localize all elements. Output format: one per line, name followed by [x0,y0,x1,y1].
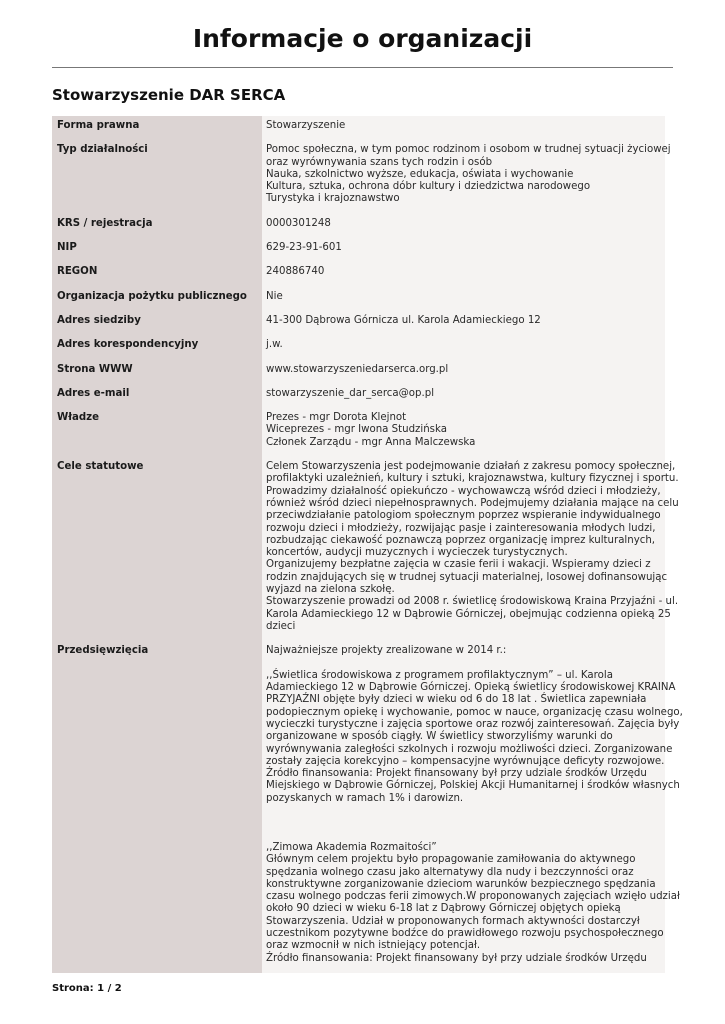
field-value-line: Głównym celem projektu było propagowanie zamiłowania do aktywnego [266,854,636,866]
field-value [262,408,665,457]
field-value-line: oraz wyrównywania szans tych rodzin i osób [266,156,493,168]
info-row [52,360,665,384]
paragraph-gap [266,658,661,670]
field-label: REGON [52,262,262,286]
field-value [262,214,665,238]
field-value-line: czasu wolnego podczas ferii zimowych.W proponowanych zajęciach wzięło udział [266,891,680,903]
field-value [262,457,679,641]
field-value [262,311,665,335]
field-value-line: wycieczki turystyczne i zajęcia sportowe oraz rozwój zainteresowań. Zajęcia były [266,718,680,730]
field-value-line: również wśród dzieci niepełnosprawnych. Podejmujemy działania mające na celu [266,497,679,509]
field-value [262,238,665,262]
field-value-line: uczestnikom pozytywne bodźce do prawidłowego rozwoju psychospołecznego [266,928,664,940]
field-label: Forma prawna [52,116,262,140]
field-value-line: zostały zajęcia korekcyjno – kompensacyjne wyrównujące deficyty rozwojowe. [266,755,665,767]
field-value-line: www.stowarzyszeniedarserca.org.pl [266,363,449,375]
field-value-line: dzieci [266,620,296,632]
field-value-line: Celem Stowarzyszenia jest podejmowanie działań z zakresu pomocy społecznej, [266,461,676,473]
field-value-line: podopiecznym opiekę i wychowanie, pomoc w nauce, organizację czasu wolnego, [266,706,683,718]
field-value-line: Nauka, szkolnictwo wyższe, edukacja, oświata i wychowanie [266,168,574,180]
field-value-line: Miejskiego w Dąbrowie Górniczej, Polskiej Akcji Humanitarnej i środków własnych [266,780,680,792]
field-value-line: ,,Zimowa Akademia Rozmaitości” [266,841,437,853]
info-row [52,641,665,973]
field-value-line: wyjazd na zielona szkołę. [266,584,395,596]
page-title: Informacje o organizacji [192,24,533,53]
field-value-line: ,,Świetlica środowiskowa z programem profilaktycznym” – ul. Karola [266,669,613,681]
field-value-line: około 90 dzieci w wieku 6-18 lat z Dąbrowy Górniczej objętych opieką [266,903,621,915]
field-value-line: Najważniejsze projekty zrealizowane w 2014 r.: [266,645,507,657]
field-value-line: konstruktywne zorganizowanie dzieciom warunków bezpiecznego spędzania [266,878,656,890]
info-row [52,140,665,213]
field-label: Strona WWW [52,360,262,384]
field-value-line: 240886740 [266,266,325,278]
field-value [262,287,665,311]
field-label: KRS / rejestracja [52,214,262,238]
field-value-line: Pomoc społeczna, w tym pomoc rodzinom i osobom w trudnej sytuacji życiowej [266,144,671,156]
field-value-line: Kultura, sztuka, ochrona dóbr kultury i dziedzictwa narodowego [266,181,591,193]
field-value [262,262,665,286]
field-value-line: Adamieckiego 12 w Dąbrowie Górniczej. Opieką świetlicy środowiskowej KRAINA [266,682,676,694]
field-value-line: Stowarzyszenie prowadzi od 2008 r. świetlicę środowiskową Kraina Przyjaźni - ul. [266,596,679,608]
field-value-line: Wiceprezes - mgr Iwona Studzińska [266,424,447,436]
field-value-line: przeciwdziałanie patologiom społecznym poprzez wspieranie indywidualnego [266,510,661,522]
info-row [52,311,665,335]
organization-name: Stowarzyszenie DAR SERCA [52,86,286,104]
field-value-line: 41-300 Dąbrowa Górnicza ul. Karola Adamieckiego 12 [266,314,541,326]
field-value-line: 0000301248 [266,217,331,229]
field-label: Przedsięwzięcia [52,641,262,973]
field-label: Adres korespondencyjny [52,335,262,359]
info-row [52,457,665,641]
title-divider [52,67,673,68]
field-value-line: spędzania wolnego czasu jako alternatywy dla nudy i bezczynności oraz [266,866,634,878]
field-value-line: Stowarzyszenie [266,120,346,131]
field-value-line: Prowadzimy działalność opiekuńczo - wychowawczą wśród dzieci i młodzieży, [266,485,661,497]
field-value-line: oraz wzmocnił w nich istniejący potencjał. [266,940,481,952]
field-value-line: rozbudzając ciekawość poznawczą poprzez organizację imprez kulturalnych, [266,534,656,546]
field-value-line: j.w. [266,339,283,351]
organization-info-table [52,116,683,973]
field-value [262,641,683,973]
info-row [52,335,665,359]
field-value-line: Karola Adamieckiego 12 w Dąbrowie Górniczej, obejmując codzienna opieką 25 [266,608,671,620]
field-value-line: koncertów, audycji muzycznych i wycieczek turystycznych. [266,547,568,559]
paragraph-gap [266,805,661,842]
field-value-line: PRZYJAŹNI objęte były dzieci w wieku od 6 do 18 lat . Świetlica zapewniała [266,694,647,706]
info-row [52,287,665,311]
field-value-line: Nie [266,290,283,302]
field-label: Typ działalności [52,140,262,213]
field-value-line: pozyskanych w ramach 1% i darowizn. [266,792,464,804]
field-value-line: Stowarzyszenia. Udział w proponowanych formach aktywności dostarczył [266,915,640,927]
info-row [52,408,665,457]
field-value-line: rozwoju dzieci i młodzieży, rozwijając pasje i zainteresowania młodych ludzi, [266,522,656,534]
info-row [52,214,665,238]
field-value [262,360,665,384]
field-label: NIP [52,238,262,262]
field-value-line: 629-23-91-601 [266,242,342,254]
field-value [262,384,665,408]
field-value-line: wyrównywania zaległości szkolnych i rozwoju możliwości dzieci. Zorganizowane [266,743,673,755]
info-row [52,384,665,408]
field-value-line: organizowane w sposób ciągły. W świetlicy stworzyliśmy warunki do [266,731,613,743]
field-value-line: Źródło finansowania: Projekt finansowany był przy udziale środków Urzędu [266,768,647,780]
field-value-line: Organizujemy bezpłatne zajęcia w czasie ferii i wakacji. Wspieramy dzieci z [266,559,651,571]
field-label: Organizacja pożytku publicznego [52,287,262,311]
info-row [52,262,665,286]
field-value [262,140,671,213]
field-label: Adres siedziby [52,311,262,335]
field-value-line: Członek Zarządu - mgr Anna Malczewska [266,436,476,448]
field-value [262,335,665,359]
field-value-line: Prezes - mgr Dorota Klejnot [266,412,407,424]
field-value-line: profilaktyki uzależnień, kultury i sztuki, krajoznawstwa, kultury fizycznej i sportu. [266,473,679,485]
field-value-line: Turystyka i krajoznawstwo [266,193,400,205]
field-value [262,116,665,140]
field-value-line: stowarzyszenie_dar_serca@op.pl [266,387,435,399]
field-value-line: Źródło finansowania: Projekt finansowany był przy udziale środków Urzędu [266,952,647,964]
field-value-line: rodzin znajdujących się w trudnej sytuacji materialnej, losowej dofinansowując [266,571,668,583]
page-footer: Strona: 1 / 2 [52,983,122,994]
field-label: Adres e-mail [52,384,262,408]
info-table-body [52,116,683,973]
info-row [52,116,665,140]
field-label: Cele statutowe [52,457,262,641]
info-row [52,238,665,262]
field-label: Władze [52,408,262,457]
